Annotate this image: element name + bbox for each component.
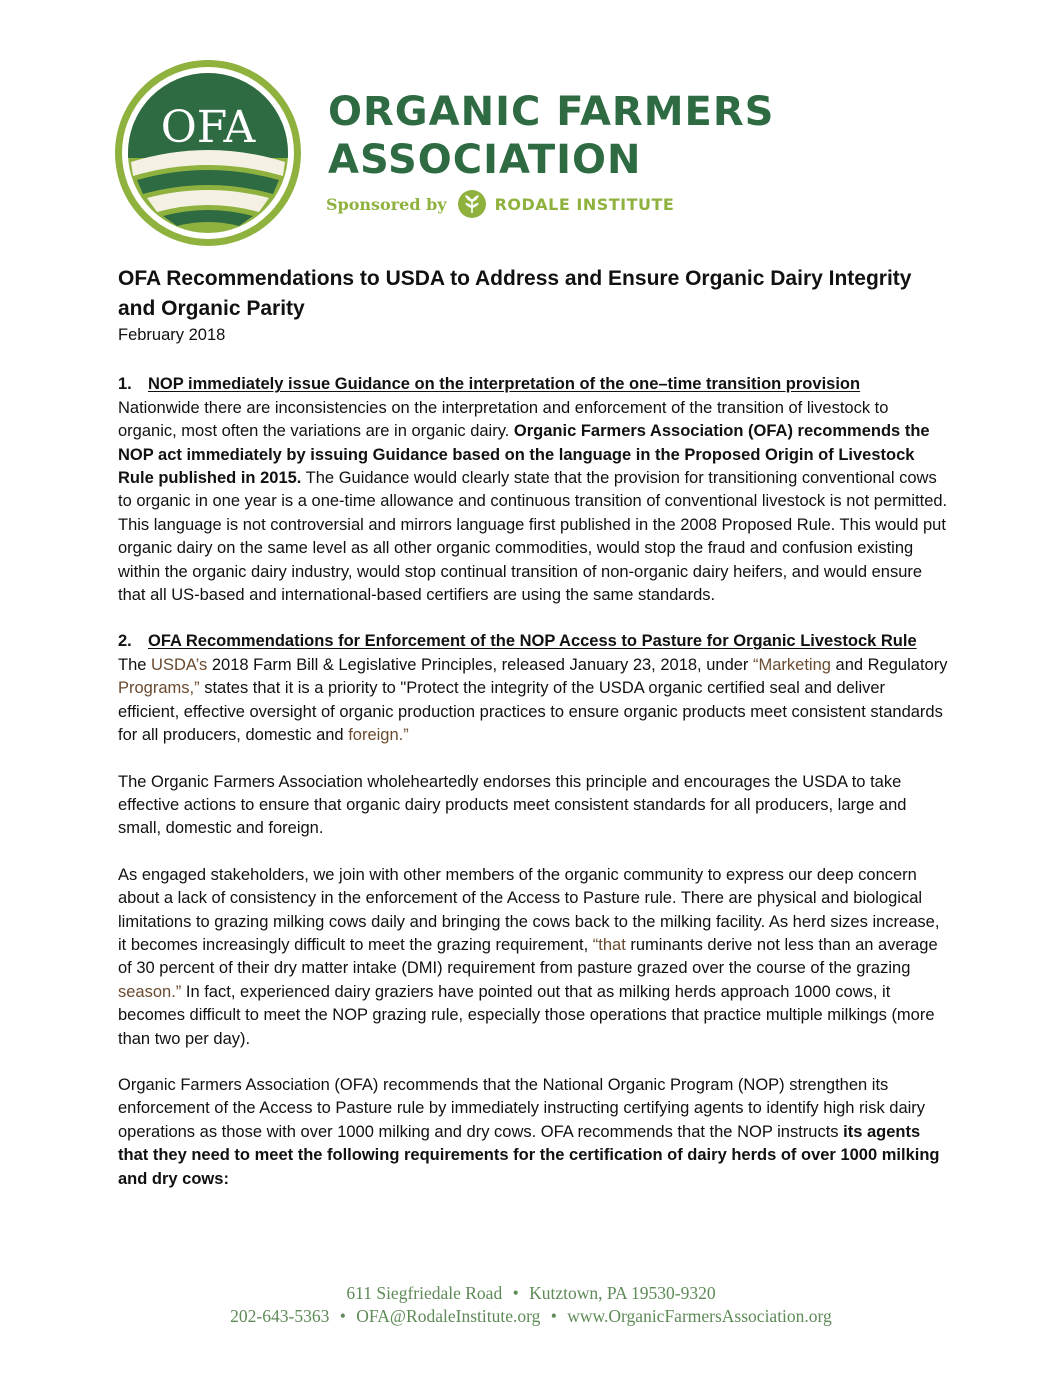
footer-separator: • bbox=[550, 1306, 557, 1326]
section-2-heading bbox=[118, 630, 950, 653]
section-1-heading-text: NOP immediately issue Guidance on the interpretation of the one–time transition provision bbox=[148, 375, 861, 394]
document-title: OFA Recommendations to USDA to Address and Ensure Organic Dairy Integrity and Organic Parity bbox=[118, 267, 912, 320]
section-1-number: 1. bbox=[118, 375, 132, 394]
footer-contact-line bbox=[0, 1305, 1062, 1328]
document-body bbox=[118, 264, 950, 1214]
footer-email-link[interactable]: OFA@RodaleInstitute.org bbox=[356, 1306, 541, 1326]
sponsor-name: RODALE INSTITUTE bbox=[494, 194, 675, 214]
sponsor-line bbox=[326, 186, 674, 222]
section-2-paragraph-3: As engaged stakeholders, we join with other members of the organic community to express our deep concern about a lack of consistency in the enforcement of the Access to Pasture rule. There are physical and biological limitations to grazing milking cows daily and bringing the cows back to the milking facility. As herd sizes increase, it becomes increasingly difficult to meet the grazing requirement, “that ruminants derive not less than an average of 30 percent of their dry matter intake (DMI) requirement from pasture grazed over the course of the grazing season.” In fact, experienced dairy graziers have pointed out that as milking herds approach 1000 cows, it becomes difficult to meet the NOP grazing rule, especially those operations that practice multiple milkings (more than two per day). bbox=[118, 865, 940, 1048]
letterhead-footer bbox=[0, 1282, 1062, 1328]
footer-separator: • bbox=[512, 1283, 519, 1303]
section-2-bold-requirements: its agents that they need to meet the following requirements for the certification of dairy herds of over 1000 milking and dry cows: bbox=[118, 1122, 940, 1188]
rodale-leaf-icon bbox=[457, 189, 487, 219]
section-2-paragraph-2: The Organic Farmers Association wholeheartedly endorses this principle and encourages the USDA to take effective actions to ensure that organic dairy products meet consistent standards for all producers, large and small, domestic and foreign. bbox=[118, 772, 907, 838]
org-name-line-2: ASSOCIATION bbox=[328, 137, 642, 183]
org-name-line-1: ORGANIC FARMERS bbox=[328, 89, 775, 135]
organization-name bbox=[328, 88, 774, 184]
logo-text: OFA bbox=[160, 102, 256, 153]
document-date: February 2018 bbox=[118, 326, 226, 344]
section-2-number: 2. bbox=[118, 632, 132, 651]
section-1-paragraph: Nationwide there are inconsistencies on the interpretation and enforcement of the transition of livestock to organic, most often the variations are in organic dairy. Organic Farmers Association (OFA) recommends the NOP act immediately by issuing Guidance based on the language in the Proposed Origin of Livestock Rule published in 2015. The Guidance would clearly state that the provision for transitioning conventional cows to organic in one year is a one-time allowance and continuous transition of conventional livestock is not permitted. This language is not controversial and mirrors language first published in the 2008 Proposed Rule. This would put organic dairy on the same level as all other organic commodities, would stop the fraud and confusion existing within the organic dairy industry, would stop continual transition of non-organic dairy heifers, and would ensure that all US-based and international-based certifiers are using the same standards. bbox=[118, 398, 948, 605]
ofa-logo bbox=[113, 58, 303, 248]
footer-phone: 202-643-5363 bbox=[230, 1306, 330, 1326]
section-1-heading bbox=[118, 373, 950, 396]
section-1-bold-recommendation: Organic Farmers Association (OFA) recommends the NOP act immediately by issuing Guidance based on the language in the Proposed Origin of Livestock Rule published in 2015. bbox=[118, 422, 930, 488]
sponsored-by-label: Sponsored by bbox=[326, 194, 447, 214]
section-2-heading-text: OFA Recommendations for Enforcement of the NOP Access to Pasture for Organic Livestock Rule bbox=[148, 632, 917, 651]
footer-street: 611 Siegfriedale Road bbox=[346, 1283, 503, 1303]
footer-separator: • bbox=[339, 1306, 346, 1326]
footer-city: Kutztown, PA 19530-9320 bbox=[529, 1283, 716, 1303]
section-2-paragraph-1: The USDA’s 2018 Farm Bill & Legislative Principles, released January 23, 2018, under “Marketing and Regulatory Programs,” states that it is a priority to "Protect the integrity of the USDA organic certified seal and deliver efficient, effective oversight of organic production practices to ensure organic products meet consistent standards for all producers, domestic and foreign.” bbox=[118, 655, 948, 745]
footer-website-link[interactable]: www.OrganicFarmersAssociation.org bbox=[567, 1306, 832, 1326]
section-2-paragraph-4: Organic Farmers Association (OFA) recommends that the National Organic Program (NOP) strengthen its enforcement of the Access to Pasture rule by immediately instructing certifying agents to identify high risk dairy operations as those with over 1000 milking and dry cows. OFA recommends that the NOP instructs its agents that they need to meet the following requirements for the certification of dairy herds of over 1000 milking and dry cows: bbox=[118, 1075, 940, 1188]
footer-address-line bbox=[0, 1282, 1062, 1305]
